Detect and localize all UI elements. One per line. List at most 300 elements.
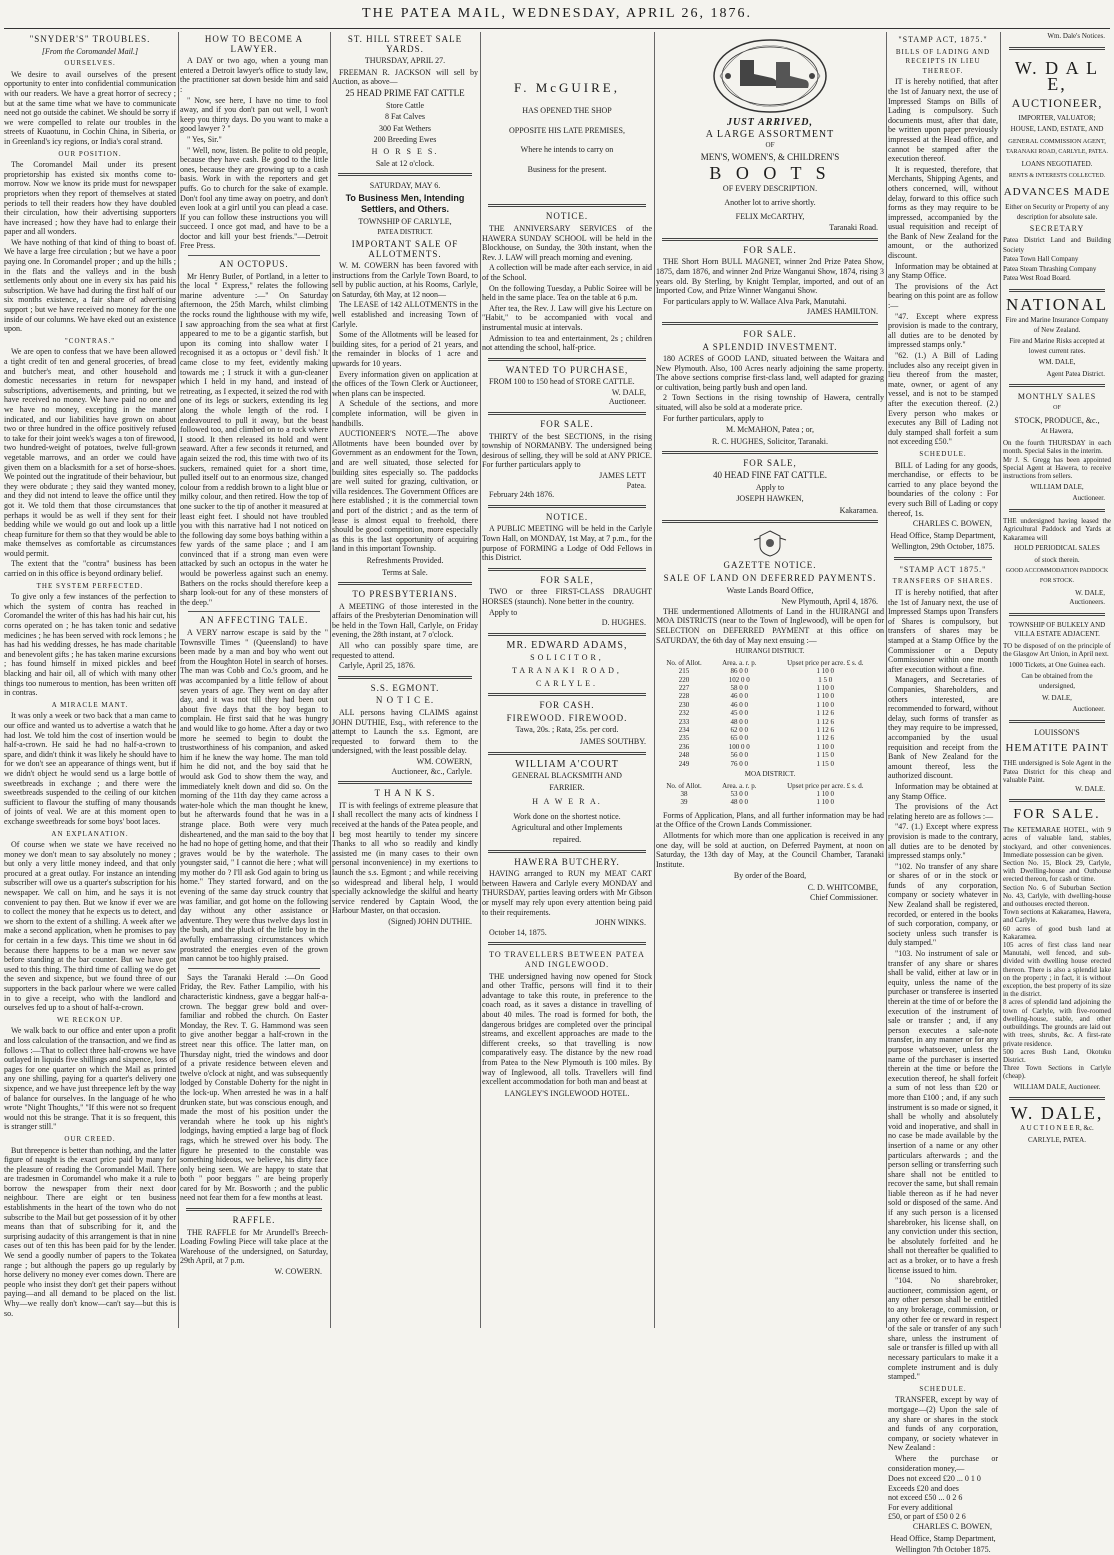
ad-note: Terms at Sale. — [382, 567, 428, 577]
column-rule — [330, 32, 331, 1328]
ad-title: FOR SALE, — [743, 458, 797, 469]
section-heading: AN EXPLANATION. — [51, 829, 129, 838]
ad-line: Patea Town Hall Company — [1003, 255, 1079, 264]
ad-line: 1000 Tickets, at One Guinea each. — [1008, 660, 1106, 669]
divider — [488, 505, 646, 508]
ad-headline: F. McGUIRE, — [514, 80, 620, 95]
paragraph: Town sections at Kakaramea, Hawera, and Carlyle. — [1003, 908, 1111, 925]
ad-title: NOTICE. — [545, 211, 589, 222]
signature: WM. COWERN, — [416, 757, 472, 766]
ad-line: Another lot to arrive shortly. — [724, 197, 816, 207]
table-cell: 220 — [678, 675, 690, 684]
paragraph: 180 ACRES of GOOD LAND, situated between the Waitara and New Plymouth. Also, 100 Acres nearly adjoining the same property. The above sections comprise first-class land, well adapted for grazing or cultivation, being partly bush and open land. — [656, 354, 884, 392]
table-cell: 38 — [680, 790, 688, 799]
paragraph: The provisions of the Act bearing on this point are as follow :— — [888, 281, 998, 311]
paragraph: ALL persons having CLAIMS against JOHN DUTHIE, Esq., with reference to the attempt to Launch the s.s. Egmont, are requested to forward them to the undersigned, with the least possible delay. — [332, 708, 478, 756]
paragraph: " Well, now, listen. Be polite to old people, because they have cash. Be good to the little ones, because they are growing up to a cash basis. Work in with the reporters and get puffs. Go to church for the sake of example. Don't fool any time away on poetry, and don't even look at a girl until you can plead a case. If you can follow these instructions you will succeed. I once got mad, and have to be a doctor and kill your best friends."—Detroit Free Press. — [180, 145, 328, 251]
ad-line: 40 HEAD FINE FAT CATTLE. — [713, 470, 827, 481]
ad-title: FIREWOOD. FIREWOOD. — [506, 712, 628, 723]
ad-title: SALE OF LAND ON DEFERRED PAYMENTS. — [663, 573, 877, 583]
ad-title: FOR SALE. — [743, 328, 797, 339]
signature: W. DALE. — [1075, 784, 1105, 793]
signature: M. McMAHON, Patea ; or, — [726, 425, 814, 435]
boot-stamp-icon — [710, 36, 830, 116]
column-6a — [888, 32, 998, 1555]
signature: W. DALE, — [611, 387, 646, 397]
divider — [1009, 384, 1105, 387]
paragraph: All who can possibly spare time, are requested to attend. — [332, 641, 478, 660]
section-heading: OUR POSITION. — [58, 149, 122, 158]
paragraph: TWO or three FIRST-CLASS DRAUGHT HORSES (staunch). None better in the country. — [482, 587, 652, 606]
ad-line: GOOD ACCOMMODATION PADDOCK FOR STOCK. — [1005, 568, 1109, 585]
paragraph: 8 acres of splendid land adjoining the town of Carlyle, with five-roomed dwelling-house, stable, and other outbuildings. The grounds are laid out with trees, shrubs, &c. A first-rate private residence. — [1003, 998, 1111, 1048]
dale-name: W. DALE, — [1010, 1103, 1104, 1124]
table-header: No. of Allot. — [666, 781, 702, 790]
ad-line: IMPORTER, VALUATOR; — [1018, 113, 1096, 122]
paragraph: 105 acres of first class land near Manutahi, well fenced, and sub-divided with dwelling house erected thereon. There is also a splendid lake on the property ; in fact, it is without exception, the best property of its size in the district. — [1003, 941, 1111, 999]
table-cell: 48 0 0 — [730, 717, 749, 726]
signature: W. DALE, — [1075, 588, 1105, 597]
signature: CHARLES C. BOWEN, — [912, 519, 992, 529]
signature: W. COWERN. — [274, 1267, 322, 1277]
column-6b — [1003, 32, 1111, 1328]
column-rule — [480, 32, 481, 1328]
table-cell: 62 0 0 — [730, 726, 749, 734]
paragraph: Three Town Sections in Carlyle (cheap). — [1003, 1064, 1111, 1081]
paragraph: The KETEMARAE HOTEL, with 9 acres of valuable land, stables, stockyard, and other conveniences. Immediate possession can be given. — [1003, 826, 1111, 859]
paragraph: On the fourth THURSDAY in each month. Special Sales in the interim. — [1003, 438, 1111, 456]
ad-line: Tawa, 20s. ; Rata, 25s. per cord. — [515, 725, 619, 735]
table-header-row — [656, 782, 884, 790]
table-row — [656, 718, 884, 726]
ad-line: OPPOSITE HIS LATE PREMISES, — [508, 125, 625, 135]
signature: WILLIAM DALE, Auctioneer. — [1013, 1082, 1101, 1091]
table-cell: 45 0 0 — [730, 709, 749, 718]
table-row — [656, 701, 884, 709]
sale-time: Sale at 12 o'clock. — [375, 158, 435, 168]
ad-line: Patea District Land and Building Society — [1003, 235, 1111, 254]
paragraph: THE ANNIVERSARY SERVICES of the HAWERA SUNDAY SCHOOL will be held in the Blockhouse, on Sunday, the 30th instant, when the Rev. J. LAW will preach morning and evening. — [482, 223, 652, 262]
paragraph: A Schedule of the sections, and more complete information, will be given in handbills. — [332, 399, 478, 428]
paragraph: A MEETING of those interested in the affairs of the Presbyterian Denomination will be held in the Town Hall, Carlyle, on Friday evening, the 28th instant, at 7 o'clock. — [332, 601, 478, 640]
ad-line: TARANAKI ROAD, — [512, 665, 622, 675]
divider — [1009, 720, 1105, 723]
signature: Wellington 7th October 1875. — [895, 1545, 991, 1555]
signature: Head Office, Stamp Department, — [890, 530, 996, 540]
paragraph: Section No. 15, Block 29, Carlyle, with Dwelling-house and Outhouse erected thereon, for cash or time. — [1003, 859, 1111, 884]
table-cell: 1 10 0 — [816, 683, 835, 692]
article-title: AN OCTOPUS. — [219, 259, 289, 270]
ad-line: Agricultural and other Implements — [511, 823, 623, 833]
table-row — [656, 790, 884, 798]
divider — [488, 752, 646, 755]
table-cell: 230 — [678, 700, 690, 709]
fee-line: For every additional — [888, 1502, 953, 1512]
divider — [662, 322, 878, 325]
ad-line: CARLYLE, PATEA. — [1028, 1135, 1086, 1144]
ad-line: Waste Lands Board Office, — [726, 585, 814, 595]
signature: R. C. HUGHES, Solicitor, Taranaki. — [711, 436, 829, 446]
section-heading: A MIRACLE MANT. — [51, 700, 129, 709]
paragraph: The provisions of the Act relating hereto are as follows :— — [888, 802, 998, 821]
notice-title: "STAMP ACT, 1875." — [898, 35, 988, 44]
table-cell: 232 — [678, 709, 690, 718]
signature: Head Office, Stamp Department, — [890, 1533, 996, 1543]
ad-note: Refreshments Provided. — [366, 555, 444, 565]
paragraph: " Yes, Sir." — [187, 134, 222, 144]
paragraph: Where the purchase or consideration money,— — [888, 1453, 998, 1473]
ad-title: FOR SALE, — [540, 574, 594, 585]
column-rule — [886, 32, 887, 1328]
signature: CHARLES C. BOWEN, — [912, 1522, 992, 1532]
table-cell: 228 — [678, 692, 690, 701]
ad-headline: B O O T S — [709, 163, 831, 184]
ad-line: OF EVERY DESCRIPTION. — [722, 184, 818, 194]
divider — [1009, 613, 1105, 616]
divider — [186, 1208, 322, 1211]
divider — [1009, 509, 1105, 512]
paragraph: TO be disposed of on the principle of the Glasgow Art Union, in April next. — [1003, 642, 1111, 659]
ad-title: TOWNSHIP OF CARLYLE, — [358, 216, 452, 226]
table-row — [656, 667, 884, 675]
paragraph: The LEASE of 142 ALLOTMENTS in the well established and increasing Town of Carlyle. — [332, 300, 478, 329]
ad-headline: WILLIAM A'COURT — [515, 758, 619, 770]
paragraph: Mr J. S. Gregg has been appointed Special Agent at Hawera, to receive instructions from sellers. — [1003, 455, 1111, 481]
table-row — [656, 743, 884, 751]
paragraph: Managers, and Secretaries of Companies, Shareholders, and others interested, are recommended to forward, without delay, such forms of transfer as they may require to be impressed, accompanied by the usual requisition and receipt from the Bank of New Zealand for the amount thereof, less the authorized discount. — [888, 675, 998, 781]
paragraph: Admission to tea and entertainment, 2s ; children not attending the school, half-price. — [482, 333, 652, 353]
notice-title: "STAMP ACT 1875." — [899, 564, 987, 574]
paragraph: Carlyle, April 25, 1876. — [339, 661, 415, 671]
signature: FELIX McCARTHY, — [735, 211, 805, 221]
table-cell: 1 15 0 — [816, 759, 835, 768]
paragraph: It is requested, therefore, that Merchants, Shipping Agents, and others concerned, will, without delay, forward to this office such forms as they may require to be impressed, accompanied by the usual requisition and receipt of the Bank of New Zealand for the amount, or the authorized discount. — [888, 164, 998, 261]
table-cell: 1 10 0 — [816, 742, 835, 751]
paragraph: THE undersigned is Sole Agent in the Patea District for this cheap and valuable Paint. — [1003, 759, 1111, 785]
column-rule — [1000, 32, 1001, 1328]
ad-title: RAFFLE. — [232, 1215, 276, 1226]
paragraph: For further particulars, apply to — [663, 413, 764, 423]
table-row — [656, 760, 884, 768]
ad-title: FOR CASH. — [539, 700, 595, 711]
divider — [488, 358, 646, 361]
column-rule — [654, 32, 655, 1328]
paragraph: HAVING arranged to RUN my MEAT CART between Hawera and Carlyle every MONDAY and THURSDAY, parties leaving orders with Mr Gibson or myself may rely upon every attention being paid to their requirements. — [482, 869, 652, 917]
divider — [338, 173, 472, 176]
section-heading: SCHEDULE. — [919, 1384, 967, 1393]
ad-headline: TOWNSHIP OF BULKELY AND VILLA ESTATE ADJACENT. — [1008, 620, 1106, 639]
divider — [488, 942, 646, 945]
divider — [662, 451, 878, 454]
ad-line: of stock therein. — [1034, 555, 1080, 564]
date-line: October 14, 1875. — [489, 927, 547, 937]
ad-line: Business for the present. — [527, 164, 607, 174]
divider — [488, 693, 646, 696]
fee-line: £50, or part of £50 0 2 6 — [888, 1512, 966, 1522]
divider — [1009, 799, 1105, 802]
table-cell: 46 0 0 — [730, 692, 749, 701]
lot-line: H O R S E S. — [371, 146, 439, 156]
ad-line: FARRIER. — [549, 782, 585, 792]
divider — [488, 568, 646, 571]
table-cell: 76 0 0 — [730, 759, 749, 768]
article-source: [From the Coromandel Mail.] — [41, 46, 139, 56]
table-cell: 1 10 0 — [816, 667, 835, 676]
ad-title: FOR SALE. — [540, 419, 594, 430]
paragraph: Mr Henry Butler, of Portland, in a letter to the local " Express," relates the following marine adventure :—" On Saturday afternoon, the 25th March, whilst climbing the rocks round the lighthouse with my wife, I saw approaching from the sea what at first appeared to me to be a gigantic starfish, but upon its coming into shallow water I recognised it as a octopus or ' devil fish.' It came close to my feet, evidently making towards me ; I struck it with a gun-cleaner which I held in my hand, and instead of retreating, as I expected, it seized the rod with one of its legs or suckers, extending its leg along the whole length of the rod. I endeavoured to pull it away, but the beast followed too, and climbed on to a rock where I stood. It then released its hold and went seaward. After a few seconds it returned, and again seized the rod, this time with two of its suckers, remained quiet for a short time, pulled itself out to an enormous size, changed colour from a reddish brown to a light blue or milky colour, and then retired. How the top of one sucker to the tip of another it measured at least eight feet. I should not have troubled you with this narrative had I not noticed on the following day some boys bathing within a few yards of the same place ; and I am convinced that if a strong man even were attacked by such an octopus in the water he would be powerless against such an enemy. Bathers on the rocks should therefore keep a sharp look-out for any of these monsters of the deep." — [180, 271, 328, 607]
ad-line: RENTS & INTERESTS COLLECTED. — [1008, 172, 1106, 179]
table-row — [656, 676, 884, 684]
ad-title: S.S. EGMONT. — [370, 682, 440, 693]
fee-line: not exceed £50 ... 0 2 6 — [888, 1493, 963, 1503]
section-heading: OURSELVES. — [64, 59, 116, 68]
ad-title: TO TRAVELLERS BETWEEN PATEA AND INGLEWOOD. — [489, 950, 645, 969]
table-cell: 248 — [678, 751, 690, 760]
table-cell: 1 12 6 — [816, 709, 835, 718]
divider — [338, 582, 472, 585]
paragraph: THE undersigned having now opened for Stock and other Traffic, persons will find it to their advantage to take this route, in preference to the coach road, as it saves a distance in travelling of about 40 miles. The road is formed for both, the dangerous bridges are completed over the principal streams, and excellent approaches are made to the different creeks, so that travelling is now comparatively easy. The distance by the new road from Patea to the New Plymouth is 100 miles. By way of Inglewood, all tolls. Travellers will find excellent accommodation for both man and beast at — [482, 971, 652, 1087]
ad-date: SATURDAY, MAY 6. — [369, 181, 441, 191]
paragraph: THE undersigned having leased the Agricultural Paddock and Yards at Kakaramea will — [1003, 517, 1111, 542]
allotment-table — [656, 659, 884, 768]
signature: WM. DALE, — [1038, 358, 1076, 367]
ad-line: LOANS NEGOTIATED. — [1021, 159, 1093, 168]
ad-line: Fire and Marine Insurance Company of New Zealand. — [1005, 315, 1109, 334]
paragraph: To give only a few instances of the perfection to which the system of contra has reached in Coromandel the writer of this has had his hair cut, his corns operated on ; he has taken tonic and sedative medicines ; he has been served with rock lemons ; he has had his wedding dresses, he has made charitable and benevolent gifts ; he has taken marine excursions ; has found himself in mixed pickles and beef blacking and hair oil, all of which with many other things too numerous to mention, has been written off in contras. — [4, 592, 176, 698]
dale-name: W. D A L E, — [1014, 57, 1100, 94]
fee-line: Exceeds £20 and does — [888, 1483, 959, 1493]
ad-line: Work done on the shortest notice. — [513, 811, 621, 821]
fee-line: Does not exceed £20 ... 0 1 0 — [888, 1474, 981, 1484]
table-row — [656, 751, 884, 759]
ad-line: MEN'S, WOMEN'S, & CHILDREN'S — [700, 151, 840, 162]
paragraph: IT is hereby notified, that after the 1st of January next, the use of Impressed Stamps on Bills of Lading is compulsory. Such documents must, after that date, be written upon paper previously impressed at the Head office, and cannot be stamped after the execution thereof. — [888, 77, 998, 164]
national-logo: NATIONAL — [1006, 294, 1108, 314]
paragraph: BILL of Lading for any goods, merchandise, or effects to be carried to any place beyond the boundaries of the colony : For every such Bill of Lading or copy thereof, 1s. — [888, 460, 998, 518]
ad-headline: FOR SALE. — [1013, 807, 1101, 823]
paragraph: A collection will be made after each service, in aid of the School. — [482, 263, 652, 282]
paragraph: Says the Taranaki Herald :—On Good Friday, the Rev. Father Lampilio, with his characteristic kindness, gave a beggar half-a-crown. The beggar grew bold and over-familiar and robbed the church. On Easter Monday, the Rev. T. G. Hammond was seen to give another beggar a half-crown in the street near this office. The latter man, on Thursday night, tried the windows and door of a private residence between eleven and twelve o'clock at night, and was subsequently lodged by Constable Doherty for the night in the lock-up. When arrested he was in a half drunken state, but was conscious enough, and made the most of his position under the verandah where he took up his night's lodgings, having emptied a large bag of flock rags, which he strewed over his body. The figure he presented to the constable was something hideous, we believe, his dirty face only being seen. We are happy to state that both " poor beggars " are being properly cared for by Mr. Bosworth ; and the public need not fear them for a few months at least. — [180, 972, 328, 1203]
paragraph: Some of the Allotments will be leased for building sites, for a period of 21 years, and the remainder in blocks of 1 acre and upwards for 10 years. — [332, 330, 478, 369]
signature: C. D. WHITCOMBE, — [807, 883, 878, 892]
table-cell: 100 0 0 — [728, 742, 750, 751]
table-header: Area. a. r. p. — [722, 658, 757, 667]
column-1 — [4, 32, 176, 1328]
paragraph: W. M. COWERN has been favored with instructions from the Carlyle Town Board, to sell by public auction, at his Rooms, Carlyle, on Saturday, 6th May, at 12 noon— — [332, 261, 478, 299]
ad-line: A LARGE ASSORTMENT — [705, 128, 835, 140]
divider — [488, 633, 646, 636]
paragraph: Allotments for which more than one application is received in any one day, will be sold at auction, on Deferred Payment, at noon on Saturday, the 13th day of May, at the Council Chamber, Taranaki Institute. — [656, 831, 884, 869]
paragraph: 500 acres Bush Land, Okotuku District. — [1003, 1047, 1111, 1064]
masthead-rule — [4, 28, 1110, 29]
ad-line: HAS OPENED THE SHOP — [522, 106, 612, 115]
table-row — [656, 734, 884, 742]
paragraph: THIRTY of the best SECTIONS, in the rising township of NORMANBY. The undersigned being desirous of selling, they will be sold at ANY PRICE. For further particulars apply to — [482, 431, 652, 470]
lot-line: 200 Breeding Ewes — [373, 135, 437, 145]
ad-title: NOTICE. — [545, 511, 589, 522]
table-cell: 48 0 0 — [730, 798, 749, 807]
signature: W. DALE, — [1042, 693, 1072, 702]
ad-headline: MONTHLY SALES — [1017, 392, 1097, 402]
paragraph: "104. No sharebroker, auctioneer, commission agent, or any other person shall be entitled to any brokerage, commission, or any other fee or reward in respect of the sale or transfer of any such share, unless the instrument of sale or transfer is filled up with all necessary particulars to make it a complete instrument and is duly stamped." — [888, 1276, 998, 1382]
ad-line: TARANAKI ROAD, CARLYLE, PATEA. — [1005, 149, 1109, 156]
section-heading: THE SYSTEM PERFECTED. — [36, 581, 144, 590]
table-cell: 56 0 0 — [730, 751, 749, 760]
ad-line: New Plymouth, April 4, 1876. — [781, 597, 878, 607]
signature: Auctioneer. — [1072, 705, 1105, 714]
ad-title: WANTED TO PURCHASE, — [505, 364, 629, 375]
ad-line: CARLYLE. — [535, 678, 599, 688]
divider — [662, 520, 878, 523]
signature: Agent Patea District. — [1046, 369, 1105, 378]
ad-title: FOR SALE. — [743, 244, 797, 255]
table-cell: 1 5 0 — [818, 675, 833, 684]
ad-title: TO PRESBYTERIANS. — [352, 589, 458, 600]
paragraph: The Coromandel Mail under its present proprietorship has existed six months come to-morrow. Now we know its pride must for newspaper proprietors when they report of themselves at stated periods to tell their readers how they have doubled their circulation, how their advertising supporters have increased ; how they have had to enlarge their paper and all wonders. — [4, 160, 176, 237]
district-heading: HUIRANGI DISTRICT. — [735, 647, 805, 656]
paragraph: "103. No instrument of sale or transfer of any share or shares shall be valid, either at law or in equity, unless the name of the purchaser or transferee is inserted therein at the time of or before the execution of the instrument of sale or transfer ; and, if any person executes a sale-note transfer, in any manner or for any purpose whatsoever, unless the name of the purchaser is inserted therein at the time or before the execution thereof, he shall forfeit a sum of not less than £20 or more than £100 ; and, if any such instrument is so made or signed, it shall be wholly and absolutely void and inoperative, and shall in no case be made available by the insertion of a name or any other particulars afterwards ; and the person selling or transferring such share shall not be entitled to recover the same, but shall remain liable thereon as if he had never sold or disposed of the same. And if any such person is a licensed sharebroker, his license shall, on any conviction under this section, be absolutely forfeited and he shall not thereafter be qualified to act as a broker, or to have a fresh license issued to him. — [888, 949, 998, 1275]
table-cell: 39 — [680, 798, 688, 807]
table-row — [656, 709, 884, 717]
signature: JOHN WINKS. — [595, 918, 646, 928]
ad-line: HOUSE, LAND, ESTATE, AND — [1010, 125, 1104, 134]
signature: Auctioneer. — [1072, 494, 1105, 503]
paragraph: FREEMAN R. JACKSON will sell by Auction, as above— — [332, 67, 478, 87]
paragraph: THE Short Horn BULL MAGNET, winner 2nd Prize Patea Show, 1875, dam 1876, and winner 2nd Prize Wanganui Show, 1874, rising 3 years old. By Sterling, by Knight Templar, imported, and out of an Imported Cow, and Prize Winner Wanganui Show. — [656, 257, 884, 296]
signature: Chief Commissioner. — [810, 892, 878, 902]
paragraph: For particulars apply to W. Wallace Alva Park, Manutahi. — [663, 296, 847, 306]
paragraph: Of course when we state we have received no money we don't mean to say absolutely no money ; but only a very little money indeed, and that only procured at a great outlay. For instance an intending subscriber will owe us a quarter's subscription for his newspaper. We call on him, and he says it is not convenient to pay then. But we know if ever we are to collect the money that he expects us to detect, and we shorn to the extent of a shilling. A week after we make a second application, when he promises to pay for certain in a few days. This time we shout in 6d because there happens to be a man we never saw before standing at the bar counter. But we have got used to this thing. The third time of calling we do get the seven and sixpence, but we found three of our supporters in the back parlour where we were called in to give a receipt, who with the landlord and ourselves fed up to a shout of half-a-crown. — [4, 840, 176, 1013]
table-cell: 249 — [678, 759, 690, 768]
divider — [188, 968, 320, 969]
table-cell: 1 10 0 — [816, 700, 835, 709]
ad-line: Apply to — [755, 482, 785, 492]
paragraph: But threepence is better than nothing, and the latter figure of naught is the exact price paid by many for the pleasure of reading the Coromandel Mail. There are tradesmen in Coromandel who make it a rule to borrow the newspaper from their next door neighbour. There are eight or ten business establishments in the heart of the town who do not subscribe to the Mail but get possession of it by other means than that of subscribing for it, and the surprising audacity of this arrangement is that in nine cases out of ten this has been paid for by the lender. We send a goodly number of papers to the Tokatea range ; but although the papers go up regularly by horse delivery no money ever comes down. There are people who insist they don't get their papers without paying—and all demand to be placed on the list. Why—we really don't know—can't say—but this is so. — [4, 1145, 176, 1318]
paragraph: We have nothing of that kind of thing to boast of. We have a large free circulation ; but we have a poor paying one. In Coromandel proper ; and up the hills ; in the flats and the valleys and in the bush settlements only about one in every six has paid his subscription. We have had during the first half of our six months existence, a fair share of advertising support ; but we have received no money for the one inside of our columns. We have eked out an existence upon. — [4, 237, 176, 334]
notice-subtitle: TRANSFERS OF SHARES. — [892, 577, 994, 586]
signature: Auctioneers. — [1069, 598, 1105, 607]
table-cell: 234 — [678, 726, 690, 734]
ad-headline: To Business Men, Intending Settlers, and Others. — [345, 192, 465, 214]
notices-heading: Wm. Dale's Notices. — [1047, 32, 1105, 40]
lot-line: 300 Fat Wethers — [378, 123, 432, 133]
masthead — [0, 0, 1114, 26]
column-2 — [180, 32, 328, 1328]
table-cell: 1 15 0 — [816, 751, 835, 760]
paragraph: We walk back to our office and enter upon a profit and loss calculation of the transaction, and we find as follows :—That to collect three half-crowns we have outlayed in liquids five shillings and sixpence, loss of pages for one quarter on which the Mail as printed any one shilling, paying for a quarter's delivery one sixpence, and we have just threepence left by the way of balance for ourselves. In the language of he who wrote "Night Thoughts," "If this were not so frequent would not this be strange. That it is so frequent, this is stranger still." — [4, 1026, 176, 1132]
notice-subtitle: BILLS OF LADING AND RECEIPTS IN LIEU THEREOF. — [895, 47, 991, 75]
ad-title: HAWERA BUTCHERY. — [514, 856, 620, 867]
paragraph: 60 acres of good bush land at Kakaramea. — [1003, 924, 1111, 941]
lot-line: 8 Fat Calves — [385, 112, 425, 122]
table-cell: 1 12 6 — [816, 726, 835, 734]
ad-title: A SPLENDID INVESTMENT. — [702, 341, 838, 352]
ad-headline: JUST ARRIVED, — [727, 117, 813, 128]
paragraph: The extent that the "contra" business has been carried on in this office is beyond ordinary belief. — [4, 559, 176, 579]
table-cell: 86 0 0 — [730, 667, 749, 676]
divider — [1009, 47, 1105, 50]
table-body — [656, 790, 884, 807]
paragraph: 2 Town Sections in the rising township of Hawera, centrally situated, will also be sold at a moderate price. — [656, 393, 884, 413]
section-heading: OUR CREED. — [64, 1134, 116, 1143]
paragraph: We are open to confess that we have been allowed a tight credit of ten and general groceries, of bread and butcher's meat, and other household and domestic necessaries in return for newspaper subscriptions, advertisements, and printing, but we have received no money. We have paid no one and we have no money, excepting in the manner indicated, and our liabilities have grown on about two or three hundred in the office positively refused to take for their joint week's wages a ton of firewood, two hundred-weight of potatoes, twelve full-grown vegetable marrows, and an order we could have given them on a blacksmith for a set of horse-shoes. We pointed out the ingratitude of their behaviour, but they were obdurate ; they said they wanted money, and they did not intend to leave the office until they got it. We told them that those circumstances that perhaps it would be as well if they sent for their bedding while we would go out and look up a little cheap furniture for them so that they would be able to make themselves as comfortable as circumstances would permit. — [4, 347, 176, 558]
paragraph: " Now, see here, I have no time to fool away, and if you don't pan out well, I won't keep you thirty days. Do you want to make a good lawyer ? " — [180, 95, 328, 134]
table-cell: 1 12 6 — [816, 717, 835, 726]
paragraph: Information may be obtained at any Stamp Office. — [888, 781, 998, 801]
table-cell: 58 0 0 — [730, 683, 749, 692]
ad-subtitle: PATEA DISTRICT. — [377, 228, 433, 237]
paragraph: "62. (1.) A Bill of Lading includes also any receipt given in lieu thereof from the master, mate, owner, or agent of any vessel, and is not to be stamped after the execution thereof. (2.) Every person who makes or executes any Bill of Lading not duly stamped shall forfeit a sum not exceeding £50." — [888, 351, 998, 447]
ad-line: By order of the Board, — [733, 871, 807, 881]
column-rule — [178, 32, 179, 1328]
paragraph: Forms of Application, Plans, and all further information may be had at the Office of the Crown Lands Commissioner. — [656, 810, 884, 830]
section-heading: SCHEDULE. — [919, 449, 967, 458]
table-cell: 46 0 0 — [730, 700, 749, 709]
crest-icon — [750, 528, 790, 558]
ad-headline: ADVANCES MADE — [1003, 186, 1111, 199]
paragraph: Every information given on application at the offices of the Town Clerk or Auctioneer, when plans can be inspected. — [332, 369, 478, 398]
divider — [338, 781, 472, 784]
ad-line: Patea West Road Board. — [1003, 274, 1071, 283]
table-row — [656, 684, 884, 692]
signature: JOSEPH HAWKEN, — [736, 494, 804, 504]
ad-line: Patea Steam Thrashing Company — [1003, 264, 1097, 273]
paragraph: A DAY or two ago, when a young man entered a Detroit lawyer's office to study law, the practitioner sat down beside him and said : — [180, 56, 328, 94]
ad-line: Either on Security or Property of any description for absolute sale. — [1005, 203, 1109, 221]
signature: (Signed) JOHN DUTHIE. — [388, 916, 472, 926]
district-heading: MOA DISTRICT. — [744, 770, 796, 779]
paragraph: We desire to avail ourselves of the present opportunity to enter into confidential communication with our readers. We have a great horror of secrecy ; but at the same time what we have to communicate need not go outside the cabinet. We should be sorry if we were compelled to relate our troubles in the streets of Kuaotunu, in Cochin China, in Siberia, or in Greenland's icy regions, or India's coral strand. — [4, 69, 176, 146]
paragraph: THE RAFFLE for Mr Arundell's Breech-Loading Fowling Piece will take place at the Warehouse of the undersigned, on Saturday, 29th April, at 7 p.m. — [180, 1227, 328, 1266]
paragraph: Information may be obtained at any Stamp Office. — [888, 261, 998, 281]
ad-headline: MR. EDWARD ADAMS, — [506, 639, 628, 651]
ad-line: SECRETARY — [1029, 224, 1085, 234]
table-header: No. of Allot. — [666, 658, 702, 667]
signature: Kakaramea. — [839, 505, 878, 515]
section-heading: "CONTRAS." — [64, 336, 116, 345]
table-header: Upset price per acre. £ s. d. — [787, 658, 864, 667]
lot-line: Store Cattle — [386, 100, 424, 110]
table-cell: 236 — [678, 742, 690, 751]
paragraph: FROM 100 to 150 head of STORE CATTLE. — [489, 377, 635, 387]
ad-line: GENERAL BLACKSMITH AND — [512, 771, 622, 781]
divider — [894, 557, 992, 560]
paragraph: Apply to — [489, 607, 518, 617]
ad-line: Where he intends to carry on — [520, 145, 614, 155]
ad-line: SOLICITOR, — [530, 653, 604, 663]
divider — [1009, 1097, 1105, 1100]
signature: JAMES SOUTHBY. — [579, 736, 646, 746]
ad-title: ST. HILL STREET SALE YARDS. — [347, 34, 463, 54]
ad-line: H A W E R A. — [532, 797, 602, 807]
dale-title: AUCTIONEER, — [1011, 95, 1103, 110]
paragraph: IT is hereby notified, that after the 1st of January next, the use of Impressed Stamps upon Transfers of Shares is compulsory, but transfers of shares may be stamped at a Stamp Office by the Commissioner or a Deputy Commissioner within one month after execution without a fine. — [888, 588, 998, 674]
table-cell: 102 0 0 — [728, 675, 750, 684]
ad-line: STOCK, PRODUCE, &c., — [1014, 415, 1100, 425]
paragraph: THE undermentioned Allotments of Land in the HUIRANGI and MOA DISTRICTS (near to the Town of Inglewood), will be open for SELECTION on DEFERRED PAYMENT at this office on SATURDAY, the 6th day of May next ensuing :— — [656, 606, 884, 645]
paragraph: Section No. 6 of Suburban Section No. 43, Carlyle, with dwelling-house and outhouses erected thereon. — [1003, 883, 1111, 909]
column-4 — [482, 32, 652, 1328]
ad-title: IMPORTANT SALE OF ALLOTMENTS. — [351, 238, 459, 259]
divider — [488, 412, 646, 415]
signature: JAMES HAMILTON. — [806, 307, 878, 317]
allotment-table — [656, 782, 884, 807]
ad-line: repaired. — [552, 835, 582, 845]
ad-line: OF — [765, 141, 775, 150]
table-cell: 1 10 0 — [816, 790, 835, 799]
paragraph: A PUBLIC MEETING will be held in the Carlyle Town Hall, on MONDAY, 1st May, at 7 p.m., for the purpose of FORMING a Lodge of Odd Fellows in this District. — [482, 524, 652, 563]
ad-line: At Hawera, — [1040, 427, 1074, 436]
